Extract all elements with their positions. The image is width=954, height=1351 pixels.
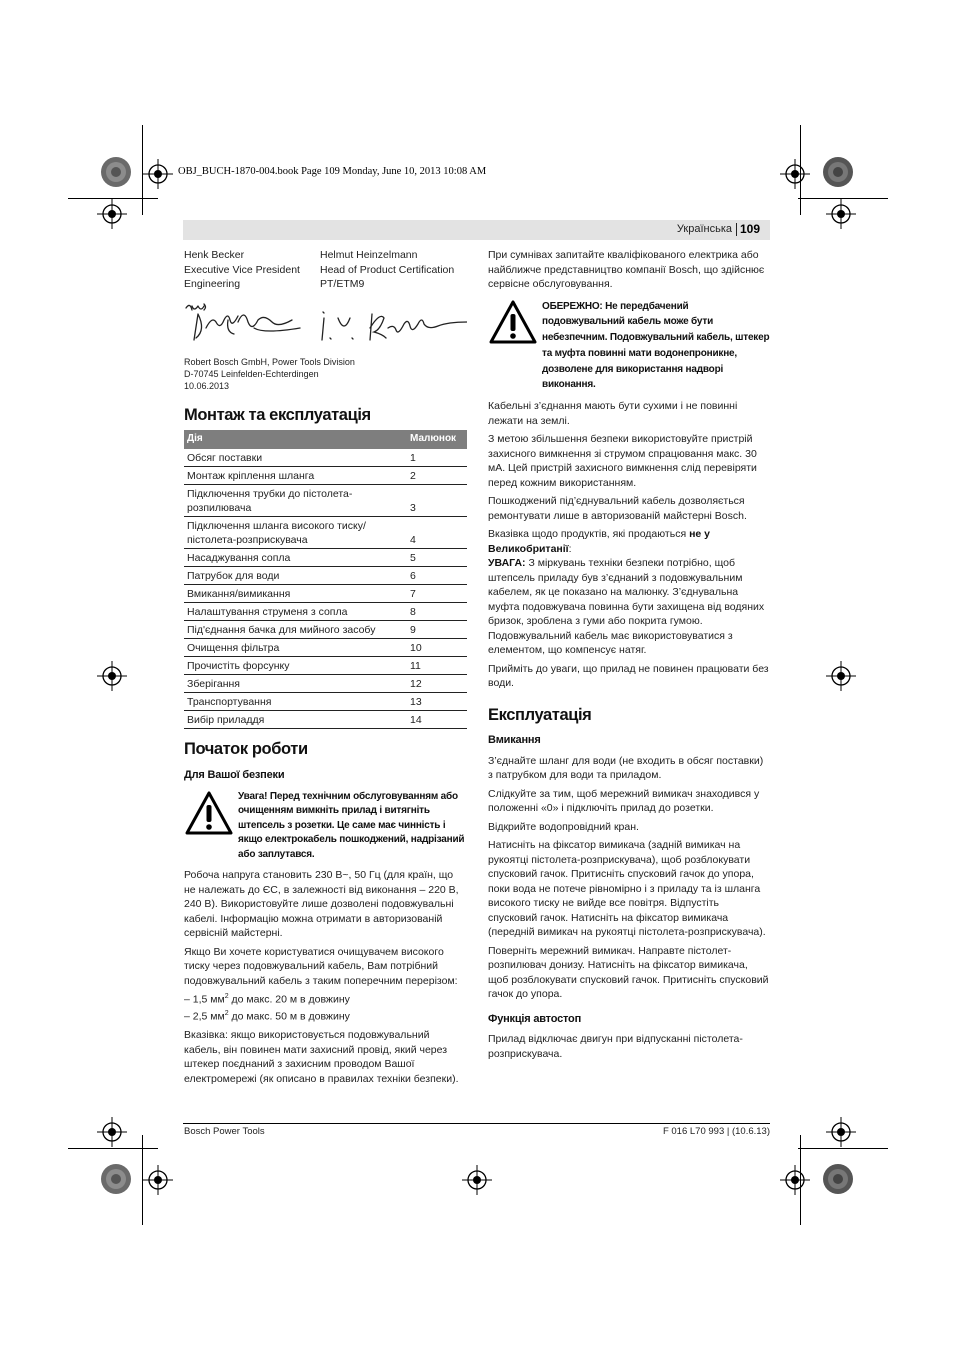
color-bar-icon xyxy=(822,1163,854,1195)
signatures-image xyxy=(184,300,467,350)
left-column xyxy=(184,248,467,1090)
table-row xyxy=(184,620,467,638)
company-name: Robert Bosch GmbH, Power Tools Division xyxy=(184,356,355,367)
paragraph-turn-switch: Поверніть мережний вимикач. Направте пістолет-розпилювач донизу. Натисніть на фіксатор вимикача, щоб розблокувати спусковий гачок. Притисніть спусковий гачок до упора. xyxy=(488,944,769,1001)
action-cell: Насаджування сопла xyxy=(184,548,407,566)
paragraph-rcd: З метою збільшення безпеки використовуйте пристрій захисного вимкнення зі струмом спрацювання макс. 30 мА. Цей пристрій захисного вимкнення слід перевіряти перед кожним використанням. xyxy=(488,433,757,489)
paragraph-dry-connections: Кабельні з’єднання мають бути сухими і не повинні лежати на землі. xyxy=(488,400,738,427)
subsection-title-safety: Для Вашої безпеки xyxy=(184,769,285,781)
table-row xyxy=(184,602,467,620)
column-header-figure: Малюнок xyxy=(407,430,467,449)
table-row xyxy=(184,484,467,516)
figure-cell: 12 xyxy=(407,674,467,692)
crop-mark xyxy=(798,1148,888,1149)
paragraph-trigger-lock: Натисніть на фіксатор вимикача (задній вимикач на рукоятці пістолета-розприскувача), щоб розблокувати спусковий гачок. Притисніть спусковий гачок до упора, поки вода не потече рівномірно і з приладу та із шланга високого тиску не вийде все повітря. Відпустіть спусковий гачок. Натисніть на фіксатор вимикача (передній вимикач на рукоятці пістолета-розприскувача). xyxy=(488,839,766,939)
signatory-title: Executive Vice President xyxy=(184,263,300,276)
table-row xyxy=(184,466,467,484)
table-row xyxy=(184,656,467,674)
figure-cell: 7 xyxy=(407,584,467,602)
figure-cell: 9 xyxy=(407,620,467,638)
paragraph-open-tap: Відкрийте водопровідний кран. xyxy=(488,820,639,833)
table-row xyxy=(184,548,467,566)
section-title-start: Початок роботи xyxy=(184,739,308,758)
color-bar-icon xyxy=(100,1163,132,1195)
action-cell: Зберігання xyxy=(184,674,407,692)
paragraph-attention: УВАГА: З міркувань техніки безпеки потрібно, щоб штепсель приладу був з’єднаний з подовжувальним кабелем, як це показано на малюнку. З’єднувальна муфта подовжувача повинна бути захищена від водяних бризок, зроблена з гуми або покрита гумою. Подовжувальний кабель має використовуватися з елементом, що компенсує натяг. xyxy=(488,557,765,657)
table-row xyxy=(184,692,467,710)
page-number: 109 xyxy=(739,222,760,236)
page-header xyxy=(183,220,770,240)
table-row xyxy=(184,516,467,548)
figure-cell: 2 xyxy=(407,466,467,484)
right-column xyxy=(488,248,770,1065)
paragraph-non-uk-note: Вказівка щодо продуктів, які продаються не у Великобританії: xyxy=(488,528,711,555)
action-cell: Підключення шланга високого тиску/пістолета-розприскувача xyxy=(184,516,407,548)
registration-mark-icon xyxy=(143,159,173,189)
paragraph-connect-hose: З’єднайте шланг для води (не входить в обсяг поставки) з патрубком для води та приладом. xyxy=(488,754,764,782)
figure-cell: 3 xyxy=(407,484,467,516)
company-city: D-70745 Leinfelden-Echterdingen xyxy=(184,368,319,379)
action-cell: Патрубок для води xyxy=(184,566,407,584)
subsection-title-switching: Вмикання xyxy=(488,734,541,747)
table-row xyxy=(184,674,467,692)
paragraph-extension-cable: Якщо Ви хочете користуватися очищувачем високого тиску через подовжувальний кабель, Вам потрібний подовжувальний кабель з таким поперечним перерізом: xyxy=(184,945,458,987)
footer-document-id: F 016 L70 993 | (10.6.13) xyxy=(662,1126,770,1137)
registration-mark-icon xyxy=(780,159,810,189)
caution-text: ОБЕРЕЖНО: Не передбачений подовжувальний кабель може бути небезпечним. Подовжувальний кабель, штекер та муфта повинні мати водонепроникне, дозволене для використання надворі виконання. xyxy=(542,300,770,391)
action-cell: Вибір приладдя xyxy=(184,710,407,728)
signatory-dept: PT/ETM9 xyxy=(320,278,365,290)
registration-mark-icon xyxy=(826,661,856,691)
action-cell: Монтаж кріплення шланга xyxy=(184,466,407,484)
header-divider xyxy=(736,223,737,236)
action-cell: Обсяг поставки xyxy=(184,449,407,467)
color-bar-icon xyxy=(100,156,132,188)
section-title-assembly: Монтаж та експлуатація xyxy=(184,405,371,424)
figure-cell: 1 xyxy=(407,449,467,467)
figure-cell: 10 xyxy=(407,638,467,656)
figure-cell: 13 xyxy=(407,692,467,710)
figure-cell: 5 xyxy=(407,548,467,566)
registration-mark-icon xyxy=(826,1117,856,1147)
action-cell: Підключення трубки до пістолета-розпилювача xyxy=(184,484,407,516)
action-cell: Очищення фільтра xyxy=(184,638,407,656)
action-cell: Налаштування струменя з сопла xyxy=(184,602,407,620)
footer-rule xyxy=(183,1123,770,1124)
registration-mark-icon xyxy=(97,199,127,229)
header-language: Українська xyxy=(676,223,732,235)
signatory-name: Helmut Heinzelmann xyxy=(320,249,418,261)
bullet-cable-2: – 2,5 $мм^2$ до макс. 50 м в довжину xyxy=(184,1010,350,1023)
registration-mark-icon xyxy=(462,1165,492,1195)
action-cell: Транспортування xyxy=(184,692,407,710)
table-row xyxy=(184,584,467,602)
section-title-operation: Експлуатація xyxy=(488,705,592,724)
paragraph-voltage: Робоча напруга становить 230 В~, 50 Гц (для країн, що не належать до ЄС, в залежності від виконання – 220 В, 240 В). Використовуйте лише дозволені подовжувальні кабелі. Інформацію можна отримати в авторизованій сервісній майстерні. xyxy=(184,869,459,940)
footer-brand: Bosch Power Tools xyxy=(184,1126,265,1137)
table-body xyxy=(184,449,467,729)
declaration-date: 10.06.2013 xyxy=(184,380,230,391)
bullet-cable-1: – 1,5 $мм^2$ до макс. 20 м в довжину xyxy=(184,993,350,1006)
warning-triangle-icon xyxy=(488,299,538,345)
caution-block xyxy=(488,299,770,394)
table-row xyxy=(184,566,467,584)
signatory-1 xyxy=(184,248,320,292)
figure-cell: 4 xyxy=(407,516,467,548)
warning-block xyxy=(184,790,467,863)
action-cell: Прочистіть форсунку xyxy=(184,656,407,674)
paragraph-autostop: Прилад відключає двигун при відпусканні пістолета-розприскувача. xyxy=(488,1033,743,1060)
figure-cell: 14 xyxy=(407,710,467,728)
action-cell: Під'єднання бачка для мийного засобу xyxy=(184,620,407,638)
table-row xyxy=(184,449,467,467)
figure-cell: 6 xyxy=(407,566,467,584)
table-row xyxy=(184,638,467,656)
registration-mark-icon xyxy=(97,1117,127,1147)
paragraph-switch-position: Слідкуйте за тим, щоб мережний вимикач знаходився у положенні «0» і підключіть прилад до розетки. xyxy=(488,787,760,815)
registration-mark-icon xyxy=(97,661,127,691)
signatory-2 xyxy=(320,248,454,292)
signatory-dept: Engineering xyxy=(184,278,241,290)
warning-triangle-icon xyxy=(184,790,234,836)
paragraph-no-dry-run: Прийміть до уваги, що прилад не повинен працювати без води. xyxy=(488,662,769,690)
column-header-action: Дія xyxy=(184,430,407,449)
table-row xyxy=(184,710,467,728)
company-address xyxy=(184,356,467,392)
actions-table xyxy=(184,430,467,729)
paragraph-ask-electrician: При сумнівах запитайте кваліфікованого електрика або найближче представництво компанії Bosch, що здійснює сервісне обслуговування. xyxy=(488,249,765,290)
color-bar-icon xyxy=(822,156,854,188)
registration-mark-icon xyxy=(143,1165,173,1195)
signatory-name: Henk Becker xyxy=(184,249,245,261)
print-slug: OBJ_BUCH-1870-004.book Page 109 Monday, June 10, 2013 10:08 AM xyxy=(178,166,487,177)
subsection-title-autostop: Функція автостоп xyxy=(488,1012,582,1025)
warning-text: Увага! Перед технічним обслуговуванням або очищенням вимкніть прилад і витягніть штепсель з розетки. Це саме має чинність і якщо електрокабель пошкоджений, надрізаний або заплутався. xyxy=(238,790,465,860)
figure-cell: 8 xyxy=(407,602,467,620)
signatory-title: Head of Product Certification xyxy=(320,263,455,276)
table-header-row xyxy=(184,430,467,449)
registration-mark-icon xyxy=(826,199,856,229)
signatories xyxy=(184,248,467,292)
figure-cell: 11 xyxy=(407,656,467,674)
action-cell: Вмикання/вимикання xyxy=(184,584,407,602)
crop-mark xyxy=(68,1148,158,1149)
paragraph-note-ground: Вказівка: якщо використовується подовжувальний кабель, він повинен мати захисний провід, який через штекер поєднаний з захисним проводом Вашої електромережі (як описано в правилах техніки безпеки). xyxy=(184,1029,459,1085)
paragraph-repair: Пошкоджений під’єднувальний кабель дозволяється ремонтувати лише в авторизованій майстерні Bosch. xyxy=(488,495,747,522)
registration-mark-icon xyxy=(780,1165,810,1195)
